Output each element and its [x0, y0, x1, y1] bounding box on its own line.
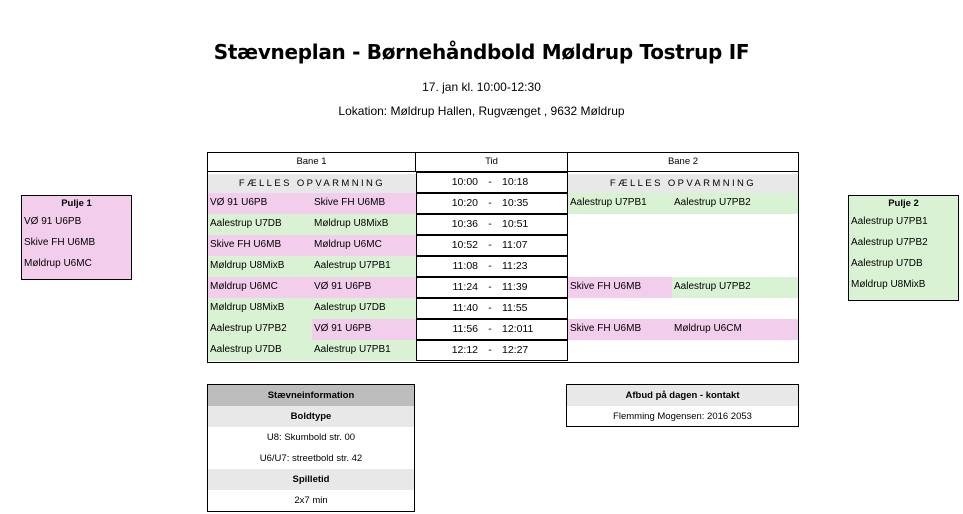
bane-1-team: VØ 91 U6PB — [312, 319, 416, 340]
time-end: 10:18 — [502, 176, 529, 188]
time-separator: - — [488, 323, 492, 335]
bane-1-team: Skive FH U6MB — [312, 193, 416, 214]
column-header-bane-1: Bane 1 — [208, 153, 416, 172]
contact-box — [566, 384, 799, 427]
bane-1-team: Aalestrup U7DB — [312, 298, 416, 319]
pool-1-box — [21, 195, 132, 280]
bane-2-team: Skive FH U6MB — [568, 277, 672, 298]
page-title: Stævneplan - Børnehåndbold Møldrup Tostrup IF — [213, 40, 750, 64]
time-start: 10:20 — [451, 197, 478, 209]
pool-1-team: Skive FH U6MB — [24, 237, 96, 248]
match-time — [416, 298, 568, 319]
warmup-time — [416, 172, 568, 193]
contact-value: Flemming Mogensen: 2016 2053 — [613, 411, 752, 422]
event-location: Lokation: Møldrup Hallen, Rugvænget , 9632 Møldrup — [338, 104, 625, 118]
event-date: 17. jan kl. 10:00-12:30 — [422, 80, 541, 94]
time-separator: - — [488, 197, 492, 209]
ball-type-u8: U8: Skumbold str. 00 — [266, 432, 356, 443]
time-end: 11:55 — [502, 302, 528, 314]
time-separator: - — [488, 218, 492, 230]
contact-title: Afbud på dagen - kontakt — [567, 385, 798, 406]
bane-1-team: Møldrup U8MixB — [208, 298, 312, 319]
time-separator: - — [488, 281, 492, 293]
match-time — [416, 277, 568, 298]
bane-1-team: Aalestrup U7DB — [208, 214, 312, 235]
pool-2-team: Aalestrup U7PB1 — [851, 216, 928, 227]
time-separator: - — [488, 302, 492, 314]
bane-2-team: Skive FH U6MB — [568, 319, 672, 340]
time-separator: - — [488, 176, 492, 188]
time-start: 10:00 — [451, 176, 478, 188]
ball-type-label: Boldtype — [208, 406, 414, 427]
bane-1-team: Aalestrup U7PB2 — [208, 319, 312, 340]
time-start: 11:40 — [452, 302, 478, 314]
time-separator: - — [488, 260, 492, 272]
bane-2-team: Møldrup U6CM — [672, 319, 798, 340]
bane-1-team: Møldrup U8MixB — [208, 256, 312, 277]
time-end: 12:011 — [502, 323, 534, 335]
time-end: 12:27 — [502, 344, 529, 356]
match-time — [416, 340, 568, 361]
match-time — [416, 319, 568, 340]
match-time — [416, 193, 568, 214]
bane-1-team: Aalestrup U7PB1 — [312, 340, 416, 361]
bane-1-team: Møldrup U6MC — [208, 277, 312, 298]
event-info-box — [207, 384, 415, 512]
match-time — [416, 214, 568, 235]
play-time-value: 2x7 min — [294, 495, 328, 506]
time-start: 11:56 — [452, 323, 478, 335]
time-separator: - — [488, 344, 492, 356]
time-start: 10:52 — [451, 239, 478, 251]
pool-1-team: Møldrup U6MC — [24, 258, 92, 269]
column-header-bane-2: Bane 2 — [567, 153, 798, 172]
bane-1-team: Møldrup U6MC — [312, 235, 416, 256]
schedule-table — [207, 152, 799, 363]
warmup-bane-2: FÆLLES OPVARMNING — [568, 174, 798, 193]
warmup-bane-1: FÆLLES OPVARMNING — [208, 174, 416, 193]
time-start: 11:08 — [452, 260, 478, 272]
bane-1-team: VØ 91 U6PB — [312, 277, 416, 298]
time-end: 11:23 — [502, 260, 528, 272]
pool-2-box — [848, 195, 959, 301]
pool-2-team: Aalestrup U7DB — [851, 258, 923, 269]
match-time — [416, 256, 568, 277]
time-end: 10:51 — [502, 218, 529, 230]
pool-2-title: Pulje 2 — [888, 198, 919, 209]
event-info-title: Stævneinformation — [208, 385, 414, 406]
match-time — [416, 235, 568, 256]
pool-1-team: VØ 91 U6PB — [24, 216, 82, 227]
column-header-tid: Tid — [416, 153, 567, 172]
play-time-label: Spilletid — [208, 469, 414, 490]
time-start: 10:36 — [451, 218, 478, 230]
time-start: 11:24 — [452, 281, 478, 293]
bane-1-team: Skive FH U6MB — [208, 235, 312, 256]
pool-2-team: Møldrup U8MixB — [851, 279, 926, 290]
time-start: 12:12 — [451, 344, 478, 356]
time-separator: - — [488, 239, 492, 251]
time-end: 11:07 — [502, 239, 528, 251]
bane-2-team: Aalestrup U7PB2 — [672, 193, 798, 214]
bane-1-team: Aalestrup U7PB1 — [312, 256, 416, 277]
time-end: 10:35 — [502, 197, 529, 209]
pool-1-title: Pulje 1 — [61, 198, 92, 209]
ball-type-u6u7: U6/U7: streetbold str. 42 — [259, 453, 363, 464]
pool-2-team: Aalestrup U7PB2 — [851, 237, 928, 248]
bane-2-team: Aalestrup U7PB1 — [568, 193, 672, 214]
bane-1-team: VØ 91 U6PB — [208, 193, 312, 214]
time-end: 11:39 — [502, 281, 528, 293]
bane-1-team: Møldrup U8MixB — [312, 214, 416, 235]
bane-1-team: Aalestrup U7DB — [208, 340, 312, 361]
bane-2-team: Aalestrup U7PB2 — [672, 277, 798, 298]
